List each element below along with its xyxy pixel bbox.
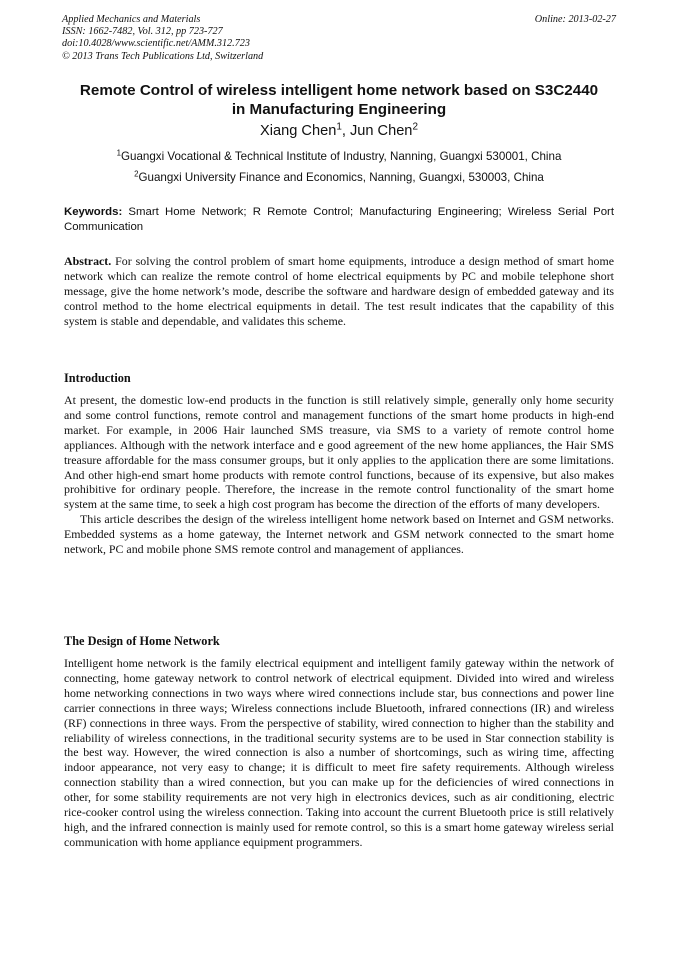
author-1: Xiang Chen bbox=[260, 123, 337, 139]
intro-paragraph-2: This article describes the design of the wireless intelligent home network based on Internet and GSM networks. Embedded systems as a home gateway, the Internet network and GSM network connected to the smart home network, PC and mobile phone SMS remote control and management of appliances. bbox=[64, 512, 614, 557]
abstract-text: For solving the control problem of smart home equipments, introduce a design method of smart home network which can realize the remote control of home electrical equipments by PC and mobile telephone short message, give the home network’s mode, describe the software and hardware design of embedded gateway and its control method to the home electrical equipments in detail. The test result indicates that the capability of this system is stable and dependable, and validates this scheme. bbox=[64, 254, 614, 328]
author-2-mark: 2 bbox=[412, 121, 418, 133]
affiliation-2-text: Guangxi University Finance and Economics, Nanning, Guangxi, 530003, China bbox=[138, 171, 544, 184]
abstract-label: Abstract. bbox=[64, 254, 112, 268]
affiliation-2 bbox=[40, 171, 638, 184]
section-heading-design: The Design of Home Network bbox=[64, 634, 220, 648]
paper-title bbox=[40, 82, 638, 119]
intro-paragraph-1: At present, the domestic low-end products in the function is still relatively simple, generally only home security and some control functions, remote control and management functions of the smart home products in high-end market. For example, in 2006 Hair launched SMS treasure, via SMS to a variety of remote control home appliances. Although with the network interface and e good agreement of the new home appliances, the Hair SMS treasure affordable for the mass consumer groups, but it only applies to the application there are some limitations. And other high-end smart home products with remote control functions, because of its expensive, but also makes prohibitive for ordinary people. Therefore, the increase in the remote control functionality of the smart home system at the same time, to seek a high cost program has become the direction of the efforts of many developers. bbox=[64, 393, 614, 512]
author-list bbox=[40, 123, 638, 139]
journal-header bbox=[62, 14, 263, 63]
title-line-1: Remote Control of wireless intelligent home network based on S3C2440 bbox=[79, 82, 599, 99]
author-2: Jun Chen bbox=[349, 123, 413, 139]
affiliation-2-mark: 2 bbox=[134, 169, 139, 179]
affiliation-1-mark: 1 bbox=[116, 148, 121, 158]
design-paragraph-1: Intelligent home network is the family electrical equipment and intelligent family gateway within the network of connecting, home gateway network to control network of electrical equipment. Divided into wired and wireless home networking connections in two ways where wired connections include star, bus connections and power line carrier connections in three ways; Wireless connections include Bluetooth, infrared connections (IR) and wireless (RF) connections in three ways. From the perspective of stability, wired connection to higher than the stability and reliability of wireless connections, in the traditional security systems are to be used in Star connection stability is the best way. However, the wired connection is also a number of shortcomings, such as wiring time, affecting indoor appearance, not very easy to change; it is difficult to meet fire safety requirements. Although wireless connection stability than a wired connection, but you can make up for the deficiencies of wired connections in other, for some stability requirements are not very high in electronics devices, such as air conditioning, electric rice-cooker control using the wireless connection. Taking into account the current Bluetooth price is still relatively high, and the infrared connection is mainly used for remote control, so this is a smart home gateway wireless serial communication with home appliance equipment programmers. bbox=[64, 656, 614, 849]
online-date: Online: 2013-02-27 bbox=[534, 14, 616, 25]
author-1-mark: 1 bbox=[336, 121, 342, 133]
copyright-line: © 2013 Trans Tech Publications Ltd, Switzerland bbox=[62, 50, 264, 62]
keywords-text: Smart Home Network; R Remote Control; Manufacturing Engineering; Wireless Serial Port Communication bbox=[64, 206, 614, 234]
abstract bbox=[64, 254, 614, 329]
journal-name: Applied Mechanics and Materials bbox=[62, 14, 201, 25]
issn-line: ISSN: 1662-7482, Vol. 312, pp 723-727 bbox=[62, 26, 223, 38]
doi-line: doi:10.4028/www.scientific.net/AMM.312.723 bbox=[62, 38, 250, 50]
title-line-2: in Manufacturing Engineering bbox=[231, 100, 447, 118]
affiliation-1-text: Guangxi Vocational & Technical Institute of Industry, Nanning, Guangxi 530001, China bbox=[120, 150, 562, 163]
affiliation-1 bbox=[40, 150, 638, 163]
keywords bbox=[64, 205, 614, 236]
author-separator: , bbox=[341, 123, 350, 139]
section-heading-introduction: Introduction bbox=[64, 371, 131, 385]
keywords-label: Keywords: bbox=[64, 206, 123, 218]
introduction-section bbox=[64, 393, 614, 557]
design-section bbox=[64, 656, 614, 850]
